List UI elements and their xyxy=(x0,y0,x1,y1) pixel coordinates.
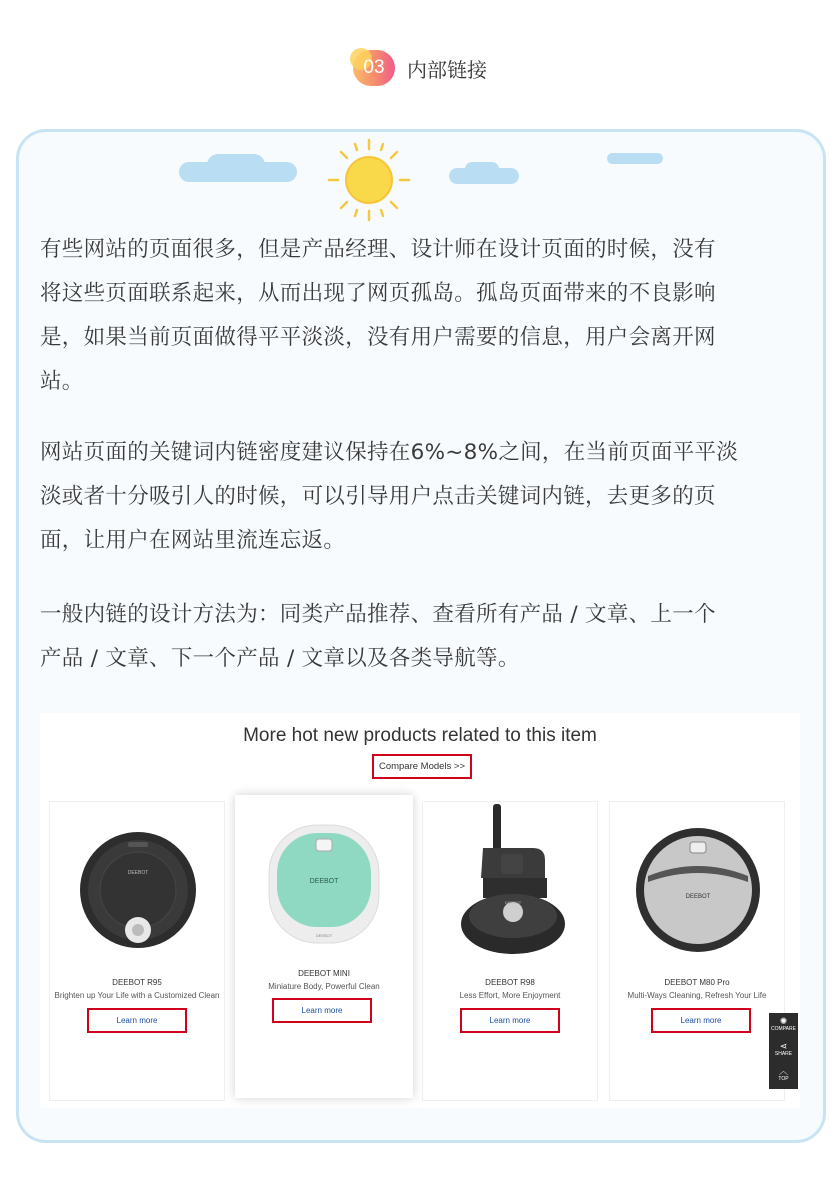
cloud-icon xyxy=(465,162,499,176)
back-to-top-tool[interactable] xyxy=(769,1063,798,1088)
product-description: Less Effort, More Enjoyment xyxy=(459,991,561,1000)
robot-vacuum-image xyxy=(78,830,198,950)
compare-models-button[interactable]: Compare Models >> xyxy=(372,754,472,779)
cloud-icon xyxy=(607,153,663,164)
learn-more-button[interactable]: Learn more xyxy=(272,998,372,1023)
floating-toolbar xyxy=(769,1013,798,1089)
sun-icon xyxy=(323,138,413,222)
section-number: 03 xyxy=(363,57,385,78)
compare-tool-label: COMPARE xyxy=(771,1026,796,1032)
compare-tool[interactable] xyxy=(769,1013,798,1038)
share-tool-label: SHARE xyxy=(774,1051,793,1057)
product-description: Multi-Ways Cleaning, Refresh Your Life xyxy=(627,991,767,1000)
text-line: 将这些页面联系起来，从而出现了网页孤岛。孤岛页面带来的不良影响 xyxy=(40,281,716,306)
text-line: 面，让用户在网站里流连忘返。 xyxy=(40,528,346,553)
paragraph-1 xyxy=(40,228,805,404)
brand-mark: DEEBOT xyxy=(309,878,339,885)
chevron-up-icon: ︿ xyxy=(778,1066,788,1076)
brand-mark: DEEBOT xyxy=(504,900,522,905)
product-name: DEEBOT R98 xyxy=(485,978,535,987)
learn-more-button[interactable]: Learn more xyxy=(460,1008,560,1033)
product-card[interactable] xyxy=(609,801,785,1101)
brand-mark: DEEBOT xyxy=(315,933,333,938)
brand-mark: DEEBOT xyxy=(127,870,149,876)
product-card[interactable] xyxy=(422,801,598,1101)
text-line: 是，如果当前页面做得平平淡淡，没有用户需要的信息，用户会离开网 xyxy=(40,325,716,350)
cloud-icon xyxy=(207,154,265,176)
learn-more-button[interactable]: Learn more xyxy=(87,1008,187,1033)
learn-more-button[interactable]: Learn more xyxy=(651,1008,751,1033)
text-line: 淡或者十分吸引人的时候，可以引导用户点击关键词内链，去更多的页 xyxy=(40,484,716,509)
product-card[interactable] xyxy=(49,801,225,1101)
compare-icon: ✺ xyxy=(779,1016,788,1026)
robot-vacuum-image xyxy=(265,821,383,947)
share-icon: ⋖ xyxy=(779,1041,788,1051)
product-description: Miniature Body, Powerful Clean xyxy=(268,982,380,991)
text-line: 有些网站的页面很多，但是产品经理、设计师在设计页面的时候，没有 xyxy=(40,237,716,262)
robot-vacuum-image xyxy=(453,804,573,962)
top-tool-label: TOP xyxy=(778,1076,789,1082)
text-line: 产品 / 文章、下一个产品 / 文章以及各类导航等。 xyxy=(40,646,520,671)
paragraph-2 xyxy=(40,431,805,563)
brand-mark: DEEBOT xyxy=(685,894,711,900)
text-line: 站。 xyxy=(40,369,84,394)
product-card[interactable] xyxy=(235,795,413,1098)
paragraph-3 xyxy=(40,593,805,681)
product-name: DEEBOT M80 Pro xyxy=(664,978,730,987)
related-products-title: More hot new products related to this item xyxy=(243,725,597,746)
section-title: 内部链接 xyxy=(407,57,487,82)
text-line: 一般内链的设计方法为：同类产品推荐、查看所有产品 / 文章、上一个 xyxy=(40,602,716,627)
related-products-panel xyxy=(40,713,800,1108)
product-description: Brighten up Your Life with a Customized Clean xyxy=(54,991,220,1000)
share-tool[interactable] xyxy=(769,1038,798,1063)
section-header xyxy=(0,50,840,86)
product-name: DEEBOT R95 xyxy=(112,978,162,987)
text-line: 网站页面的关键词内链密度建议保持在6%~8%之间，在当前页面平平淡 xyxy=(40,440,739,465)
product-name: DEEBOT MINI xyxy=(298,969,350,978)
robot-vacuum-image xyxy=(634,826,762,954)
section-number-badge xyxy=(353,50,395,86)
